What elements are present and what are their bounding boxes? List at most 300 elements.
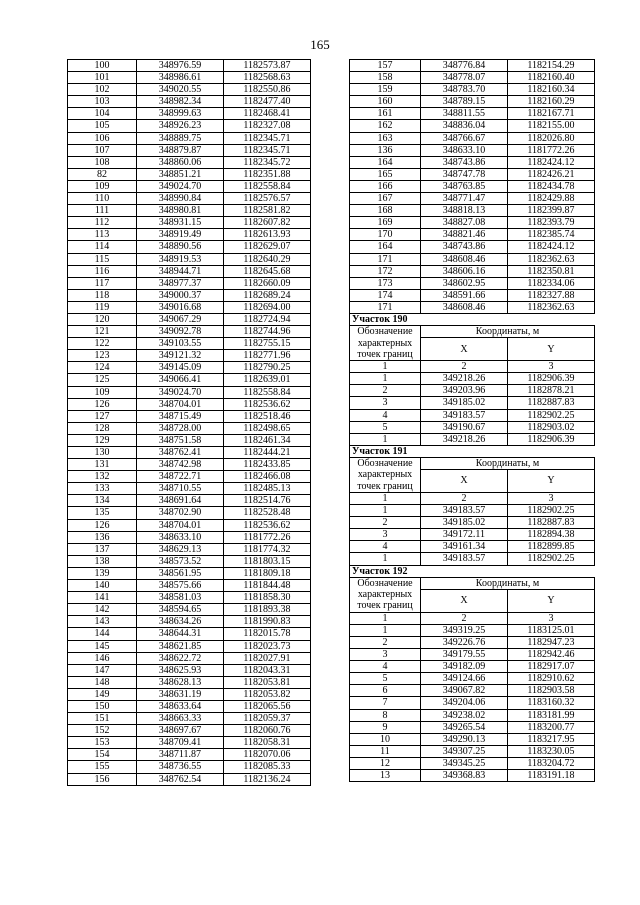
coord-x: 348606.16 bbox=[421, 265, 508, 277]
table-row bbox=[350, 553, 595, 565]
coord-x: 349368.83 bbox=[421, 769, 508, 781]
table-row bbox=[68, 386, 311, 398]
coord-x: 348722.71 bbox=[137, 471, 224, 483]
table-row bbox=[68, 688, 311, 700]
coord-y: 1183160.32 bbox=[508, 697, 595, 709]
point-id: 164 bbox=[350, 156, 421, 168]
column-number: 3 bbox=[508, 612, 595, 624]
point-id: 11 bbox=[350, 745, 421, 757]
coord-x: 348889.75 bbox=[137, 132, 224, 144]
coord-y: 1182744.96 bbox=[224, 326, 311, 338]
column-numbers-row bbox=[350, 612, 595, 624]
coord-y: 1182160.34 bbox=[508, 84, 595, 96]
table-row bbox=[350, 733, 595, 745]
designation-header-line: точек границ bbox=[357, 600, 413, 612]
coord-y: 1182433.85 bbox=[224, 459, 311, 471]
table-row bbox=[350, 229, 595, 241]
designation-header-line: характерных bbox=[357, 589, 413, 601]
table-row bbox=[350, 265, 595, 277]
point-id: 111 bbox=[68, 205, 137, 217]
coord-y: 1182536.62 bbox=[224, 519, 311, 531]
point-id: 3 bbox=[350, 649, 421, 661]
coord-y: 1182550.86 bbox=[224, 84, 311, 96]
coord-x: 349161.34 bbox=[421, 541, 508, 553]
coord-y: 1182906.39 bbox=[508, 433, 595, 445]
coord-x: 348621.85 bbox=[137, 640, 224, 652]
coord-x: 349185.02 bbox=[421, 517, 508, 529]
point-id: 106 bbox=[68, 132, 137, 144]
coord-x: 349067.29 bbox=[137, 313, 224, 325]
coordinates-header: Координаты, м bbox=[421, 577, 595, 589]
coord-y: 1182942.46 bbox=[508, 649, 595, 661]
table-row bbox=[68, 459, 311, 471]
designation-header-line: характерных bbox=[357, 469, 413, 481]
coord-x: 348827.08 bbox=[421, 217, 508, 229]
point-id: 138 bbox=[68, 555, 137, 567]
point-id: 82 bbox=[68, 168, 137, 180]
table-row bbox=[68, 640, 311, 652]
table-row bbox=[350, 685, 595, 697]
point-id: 100 bbox=[68, 60, 137, 72]
coord-y: 1182424.12 bbox=[508, 241, 595, 253]
coord-y: 1182640.29 bbox=[224, 253, 311, 265]
column-number: 1 bbox=[350, 493, 421, 505]
table-row bbox=[350, 373, 595, 385]
coord-x: 349307.25 bbox=[421, 745, 508, 757]
coord-x: 348743.86 bbox=[421, 156, 508, 168]
coord-x: 348789.15 bbox=[421, 96, 508, 108]
coord-x: 348622.72 bbox=[137, 652, 224, 664]
table-row bbox=[350, 541, 595, 553]
page-number: 165 bbox=[310, 37, 330, 52]
coord-x: 348836.04 bbox=[421, 120, 508, 132]
designation-header bbox=[350, 457, 421, 492]
coord-y: 1182167.71 bbox=[508, 108, 595, 120]
table-row bbox=[68, 156, 311, 168]
point-id: 2 bbox=[350, 636, 421, 648]
table-row bbox=[350, 168, 595, 180]
coord-x: 348879.87 bbox=[137, 144, 224, 156]
coord-x: 349183.57 bbox=[421, 553, 508, 565]
coord-x: 348561.95 bbox=[137, 567, 224, 579]
coord-y: 1182160.29 bbox=[508, 96, 595, 108]
coord-y: 1182573.87 bbox=[224, 60, 311, 72]
coord-x: 348766.67 bbox=[421, 132, 508, 144]
y-header: Y bbox=[508, 470, 595, 493]
point-id: 169 bbox=[350, 217, 421, 229]
coord-y: 1182694.00 bbox=[224, 301, 311, 313]
coord-x: 349203.96 bbox=[421, 385, 508, 397]
table-row bbox=[350, 517, 595, 529]
coord-x: 348710.55 bbox=[137, 483, 224, 495]
point-id: 168 bbox=[350, 205, 421, 217]
table-row bbox=[68, 422, 311, 434]
coord-y: 1182771.96 bbox=[224, 350, 311, 362]
x-header: X bbox=[421, 338, 508, 361]
coord-y: 1182350.81 bbox=[508, 265, 595, 277]
coord-y: 1183191.18 bbox=[508, 769, 595, 781]
designation-header-line: Обозначение bbox=[357, 326, 413, 338]
coord-y: 1182461.34 bbox=[224, 434, 311, 446]
point-id: 123 bbox=[68, 350, 137, 362]
point-id: 151 bbox=[68, 713, 137, 725]
coord-x: 349183.57 bbox=[421, 505, 508, 517]
table-row bbox=[350, 697, 595, 709]
point-id: 10 bbox=[350, 733, 421, 745]
point-id: 158 bbox=[350, 72, 421, 84]
coord-y: 1182558.84 bbox=[224, 180, 311, 192]
column-number: 3 bbox=[508, 361, 595, 373]
point-id: 3 bbox=[350, 397, 421, 409]
coord-y: 1181772.26 bbox=[224, 531, 311, 543]
table-row bbox=[350, 397, 595, 409]
coord-y: 1182043.31 bbox=[224, 664, 311, 676]
point-id: 101 bbox=[68, 72, 137, 84]
column-number: 1 bbox=[350, 612, 421, 624]
coord-y: 1182906.39 bbox=[508, 373, 595, 385]
point-id: 154 bbox=[68, 749, 137, 761]
coord-y: 1183230.05 bbox=[508, 745, 595, 757]
coord-x: 348976.59 bbox=[137, 60, 224, 72]
coord-y: 1182027.91 bbox=[224, 652, 311, 664]
coord-x: 349319.25 bbox=[421, 624, 508, 636]
coord-x: 348711.87 bbox=[137, 749, 224, 761]
coord-x: 348634.26 bbox=[137, 616, 224, 628]
table-row bbox=[68, 132, 311, 144]
point-id: 126 bbox=[68, 519, 137, 531]
column-number: 2 bbox=[421, 612, 508, 624]
coordinates-header: Координаты, м bbox=[421, 326, 595, 338]
point-id: 129 bbox=[68, 434, 137, 446]
coord-x: 348762.54 bbox=[137, 773, 224, 785]
table-row bbox=[68, 531, 311, 543]
coord-x: 348715.49 bbox=[137, 410, 224, 422]
coord-x: 348591.66 bbox=[421, 289, 508, 301]
point-id: 5 bbox=[350, 421, 421, 433]
point-id: 1 bbox=[350, 624, 421, 636]
coord-y: 1182947.23 bbox=[508, 636, 595, 648]
coord-y: 1183217.95 bbox=[508, 733, 595, 745]
coord-y: 1182327.08 bbox=[224, 120, 311, 132]
coord-y: 1182514.76 bbox=[224, 495, 311, 507]
table-row bbox=[68, 410, 311, 422]
designation-header-line: Обозначение bbox=[357, 578, 413, 590]
coord-y: 1182053.82 bbox=[224, 688, 311, 700]
table-row bbox=[68, 761, 311, 773]
point-id: 110 bbox=[68, 193, 137, 205]
table-row bbox=[350, 84, 595, 96]
coord-y: 1182629.07 bbox=[224, 241, 311, 253]
coord-y: 1182429.88 bbox=[508, 193, 595, 205]
designation-header bbox=[350, 326, 421, 361]
coord-x: 349290.13 bbox=[421, 733, 508, 745]
table-row bbox=[68, 676, 311, 688]
table-row bbox=[68, 398, 311, 410]
coord-y: 1182085.33 bbox=[224, 761, 311, 773]
point-id: 115 bbox=[68, 253, 137, 265]
table-row bbox=[68, 60, 311, 72]
coord-y: 1182345.71 bbox=[224, 132, 311, 144]
point-id: 4 bbox=[350, 409, 421, 421]
coord-x: 349190.67 bbox=[421, 421, 508, 433]
point-id: 144 bbox=[68, 628, 137, 640]
section-title: Участок 191 bbox=[350, 445, 595, 457]
coord-y: 1182613.93 bbox=[224, 229, 311, 241]
coord-y: 1182917.07 bbox=[508, 661, 595, 673]
point-id: 143 bbox=[68, 616, 137, 628]
column-number: 2 bbox=[421, 361, 508, 373]
table-row bbox=[68, 96, 311, 108]
table-row bbox=[68, 580, 311, 592]
point-id: 171 bbox=[350, 301, 421, 313]
point-id: 148 bbox=[68, 676, 137, 688]
table-row bbox=[350, 421, 595, 433]
coord-y: 1182426.21 bbox=[508, 168, 595, 180]
point-id: 146 bbox=[68, 652, 137, 664]
coord-x: 348999.63 bbox=[137, 108, 224, 120]
coord-x: 349020.55 bbox=[137, 84, 224, 96]
coord-y: 1181774.32 bbox=[224, 543, 311, 555]
coord-x: 348821.46 bbox=[421, 229, 508, 241]
point-id: 119 bbox=[68, 301, 137, 313]
coord-y: 1182581.82 bbox=[224, 205, 311, 217]
coord-x: 349226.76 bbox=[421, 636, 508, 648]
coord-y: 1182026.80 bbox=[508, 132, 595, 144]
section-title-row bbox=[350, 565, 595, 577]
table-row bbox=[350, 120, 595, 132]
coord-x: 349204.06 bbox=[421, 697, 508, 709]
coord-y: 1182790.25 bbox=[224, 362, 311, 374]
coord-y: 1182576.57 bbox=[224, 193, 311, 205]
table-row bbox=[350, 60, 595, 72]
coord-y: 1182903.02 bbox=[508, 421, 595, 433]
point-id: 113 bbox=[68, 229, 137, 241]
table-header-row bbox=[350, 326, 595, 338]
point-id: 142 bbox=[68, 604, 137, 616]
table-row bbox=[350, 624, 595, 636]
column-numbers-row bbox=[350, 361, 595, 373]
table-row bbox=[350, 193, 595, 205]
table-row bbox=[68, 773, 311, 785]
coord-y: 1182498.65 bbox=[224, 422, 311, 434]
point-id: 139 bbox=[68, 567, 137, 579]
coord-x: 349172.11 bbox=[421, 529, 508, 541]
coord-x: 349067.82 bbox=[421, 685, 508, 697]
table-row bbox=[350, 721, 595, 733]
point-id: 162 bbox=[350, 120, 421, 132]
coord-x: 348704.01 bbox=[137, 398, 224, 410]
coord-y: 1182878.21 bbox=[508, 385, 595, 397]
coord-y: 1182327.88 bbox=[508, 289, 595, 301]
table-row bbox=[350, 277, 595, 289]
column-numbers-row bbox=[350, 493, 595, 505]
coord-y: 1182724.94 bbox=[224, 313, 311, 325]
point-id: 105 bbox=[68, 120, 137, 132]
table-row bbox=[350, 289, 595, 301]
coord-x: 349218.26 bbox=[421, 373, 508, 385]
coord-x: 348743.86 bbox=[421, 241, 508, 253]
point-id: 122 bbox=[68, 338, 137, 350]
designation-header bbox=[350, 577, 421, 612]
table-row bbox=[350, 769, 595, 781]
coord-y: 1182477.40 bbox=[224, 96, 311, 108]
table-row bbox=[68, 168, 311, 180]
table-row bbox=[68, 374, 311, 386]
coord-y: 1182393.79 bbox=[508, 217, 595, 229]
coord-y: 1182362.63 bbox=[508, 301, 595, 313]
point-id: 109 bbox=[68, 180, 137, 192]
point-id: 157 bbox=[350, 60, 421, 72]
coord-x: 348919.49 bbox=[137, 229, 224, 241]
point-id: 121 bbox=[68, 326, 137, 338]
coord-y: 1182518.46 bbox=[224, 410, 311, 422]
coord-x: 348633.10 bbox=[421, 144, 508, 156]
point-id: 170 bbox=[350, 229, 421, 241]
coord-y: 1181772.26 bbox=[508, 144, 595, 156]
designation-header-line: точек границ bbox=[357, 480, 413, 492]
designation-header-line: точек границ bbox=[357, 348, 413, 360]
point-id: 1 bbox=[350, 505, 421, 517]
table-row bbox=[350, 409, 595, 421]
coord-y: 1182070.06 bbox=[224, 749, 311, 761]
coord-x: 348575.66 bbox=[137, 580, 224, 592]
coord-y: 1182894.38 bbox=[508, 529, 595, 541]
point-id: 112 bbox=[68, 217, 137, 229]
x-header: X bbox=[421, 589, 508, 612]
coord-x: 349183.57 bbox=[421, 409, 508, 421]
point-id: 127 bbox=[68, 410, 137, 422]
coord-x: 348944.71 bbox=[137, 265, 224, 277]
point-id: 132 bbox=[68, 471, 137, 483]
point-id: 141 bbox=[68, 592, 137, 604]
coord-x: 348926.23 bbox=[137, 120, 224, 132]
coord-y: 1183204.72 bbox=[508, 757, 595, 769]
coord-y: 1182755.15 bbox=[224, 338, 311, 350]
point-id: 6 bbox=[350, 685, 421, 697]
coord-y: 1182053.81 bbox=[224, 676, 311, 688]
table-row bbox=[350, 636, 595, 648]
coord-y: 1182136.24 bbox=[224, 773, 311, 785]
coord-x: 348709.41 bbox=[137, 737, 224, 749]
coord-x: 348990.84 bbox=[137, 193, 224, 205]
coord-y: 1182345.71 bbox=[224, 144, 311, 156]
point-id: 109 bbox=[68, 386, 137, 398]
coord-y: 1182334.06 bbox=[508, 277, 595, 289]
point-id: 102 bbox=[68, 84, 137, 96]
coord-y: 1182899.85 bbox=[508, 541, 595, 553]
point-id: 163 bbox=[350, 132, 421, 144]
table-row bbox=[68, 507, 311, 519]
coord-y: 1182902.25 bbox=[508, 553, 595, 565]
coord-x: 349000.37 bbox=[137, 289, 224, 301]
point-id: 165 bbox=[350, 168, 421, 180]
coord-y: 1182645.68 bbox=[224, 265, 311, 277]
table-row bbox=[68, 592, 311, 604]
point-id: 167 bbox=[350, 193, 421, 205]
coord-x: 348778.07 bbox=[421, 72, 508, 84]
table-row bbox=[350, 433, 595, 445]
coord-y: 1182362.63 bbox=[508, 253, 595, 265]
table-row bbox=[68, 301, 311, 313]
table-row bbox=[68, 338, 311, 350]
point-id: 2 bbox=[350, 385, 421, 397]
point-id: 108 bbox=[68, 156, 137, 168]
table-row bbox=[350, 180, 595, 192]
coord-y: 1182607.82 bbox=[224, 217, 311, 229]
table-row bbox=[68, 725, 311, 737]
table-row bbox=[68, 616, 311, 628]
coord-x: 349016.68 bbox=[137, 301, 224, 313]
coord-x: 348633.10 bbox=[137, 531, 224, 543]
table-row bbox=[68, 326, 311, 338]
section-title-row bbox=[350, 313, 595, 325]
point-id: 171 bbox=[350, 253, 421, 265]
coord-y: 1182424.12 bbox=[508, 156, 595, 168]
table-row bbox=[68, 289, 311, 301]
table-row bbox=[68, 604, 311, 616]
coord-x: 348728.00 bbox=[137, 422, 224, 434]
point-id: 5 bbox=[350, 673, 421, 685]
coord-x: 348919.53 bbox=[137, 253, 224, 265]
coord-x: 348890.56 bbox=[137, 241, 224, 253]
coord-x: 348860.06 bbox=[137, 156, 224, 168]
table-row bbox=[68, 555, 311, 567]
coord-x: 348851.21 bbox=[137, 168, 224, 180]
coord-x: 348581.03 bbox=[137, 592, 224, 604]
table-row bbox=[350, 661, 595, 673]
table-row bbox=[68, 362, 311, 374]
table-row bbox=[68, 84, 311, 96]
point-id: 160 bbox=[350, 96, 421, 108]
table-row bbox=[350, 253, 595, 265]
point-id: 1 bbox=[350, 553, 421, 565]
point-id: 120 bbox=[68, 313, 137, 325]
coord-x: 349024.70 bbox=[137, 180, 224, 192]
coord-y: 1182444.21 bbox=[224, 447, 311, 459]
table-row bbox=[68, 519, 311, 531]
point-id: 147 bbox=[68, 664, 137, 676]
coord-x: 348663.33 bbox=[137, 713, 224, 725]
point-id: 125 bbox=[68, 374, 137, 386]
point-id: 155 bbox=[68, 761, 137, 773]
table-row bbox=[68, 543, 311, 555]
table-row bbox=[350, 745, 595, 757]
point-id: 117 bbox=[68, 277, 137, 289]
point-id: 133 bbox=[68, 483, 137, 495]
point-id: 172 bbox=[350, 265, 421, 277]
coord-x: 349145.09 bbox=[137, 362, 224, 374]
coord-y: 1183200.77 bbox=[508, 721, 595, 733]
point-id: 116 bbox=[68, 265, 137, 277]
section-title-row bbox=[350, 445, 595, 457]
coord-y: 1182639.01 bbox=[224, 374, 311, 386]
coord-y: 1182902.25 bbox=[508, 409, 595, 421]
point-id: 152 bbox=[68, 725, 137, 737]
point-id: 173 bbox=[350, 277, 421, 289]
coord-y: 1181990.83 bbox=[224, 616, 311, 628]
table-row bbox=[68, 241, 311, 253]
coord-y: 1181844.48 bbox=[224, 580, 311, 592]
coord-x: 348818.13 bbox=[421, 205, 508, 217]
coord-x: 348763.85 bbox=[421, 180, 508, 192]
point-id: 1 bbox=[350, 433, 421, 445]
coord-y: 1182434.78 bbox=[508, 180, 595, 192]
point-id: 2 bbox=[350, 517, 421, 529]
table-row bbox=[350, 385, 595, 397]
point-id: 7 bbox=[350, 697, 421, 709]
coord-y: 1182399.87 bbox=[508, 205, 595, 217]
coord-y: 1182660.09 bbox=[224, 277, 311, 289]
